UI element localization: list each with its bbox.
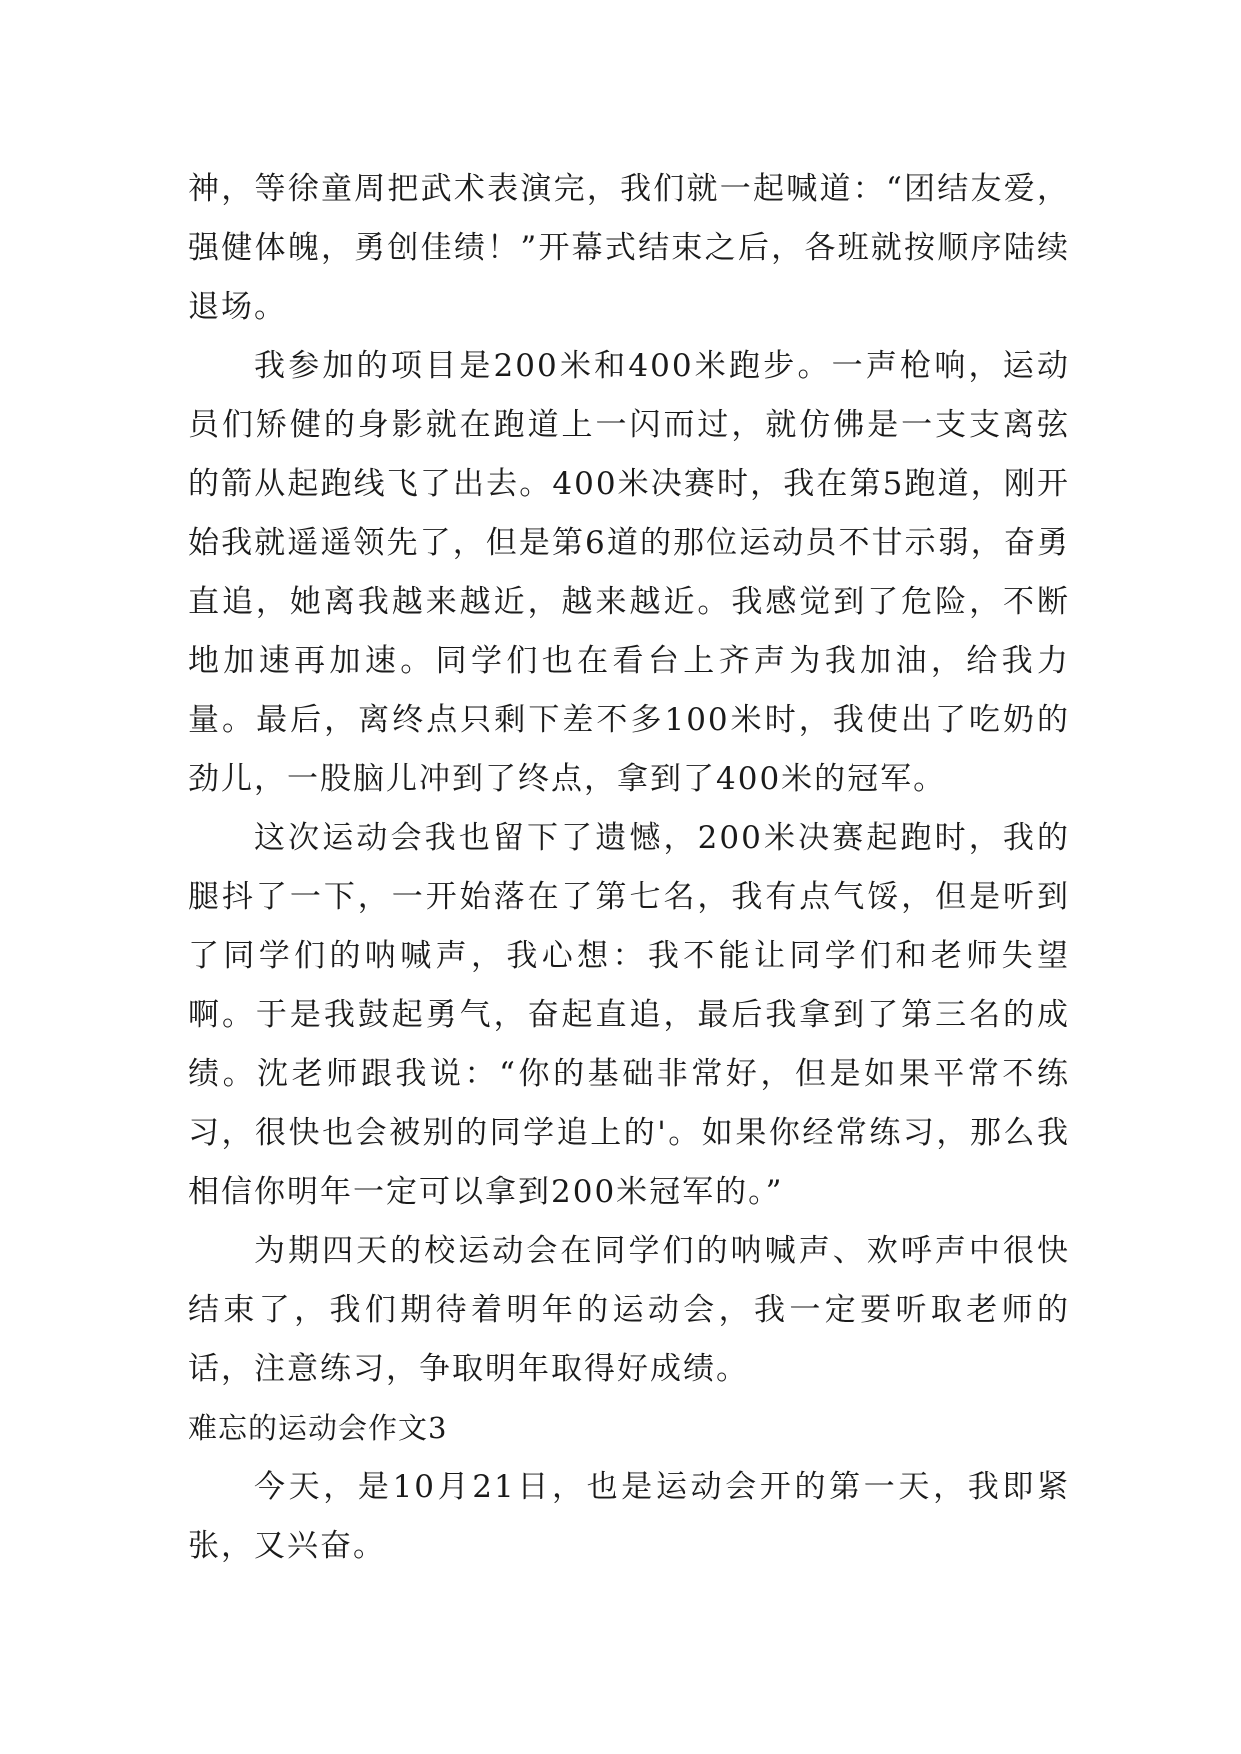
paragraph-essay-3-opening: 今天，是10月21日，也是运动会开的第一天，我即紧张，又兴奋。 <box>188 1469 1070 1564</box>
document-body <box>188 160 1070 1576</box>
paragraph-regret: 这次运动会我也留下了遗憾，200米决赛起跑时，我的腿抖了一下，一开始落在了第七名，我有点气馁，但是听到了同学们的呐喊声，我心想：我不能让同学们和老师失望啊。于是我鼓起勇气，奋起直追，最后我拿到了第三名的成绩。沈老师跟我说：“你的基础非常好，但是如果平常不练习，很快也会被别的同学追上的'。如果你经常练习，那么我相信你明年一定可以拿到200米冠军的。” <box>188 820 1070 1210</box>
paragraph-race-events: 我参加的项目是200米和400米跑步。一声枪响，运动员们矫健的身影就在跑道上一闪而过，就仿佛是一支支离弦的箭从起跑线飞了出去。400米决赛时，我在第5跑道，刚开始我就遥遥领先了，但是第6道的那位运动员不甘示弱，奋勇直追，她离我越来越近，越来越近。我感觉到了危险，不断地加速再加速。同学们也在看台上齐声为我加油，给我力量。最后，离终点只剩下差不多100米时，我使出了吃奶的劲儿，一股脑儿冲到了终点，拿到了400米的冠军。 <box>188 348 1070 797</box>
section-heading: 难忘的运动会作文3 <box>188 1411 448 1445</box>
paragraph-continuation: 神，等徐童周把武术表演完，我们就一起喊道：“团结友爱，强健体魄，勇创佳绩！”开幕式结束之后，各班就按顺序陆续退场。 <box>188 171 1070 325</box>
paragraph-conclusion: 为期四天的校运动会在同学们的呐喊声、欢呼声中很快结束了，我们期待着明年的运动会，我一定要听取老师的话，注意练习，争取明年取得好成绩。 <box>188 1233 1070 1387</box>
